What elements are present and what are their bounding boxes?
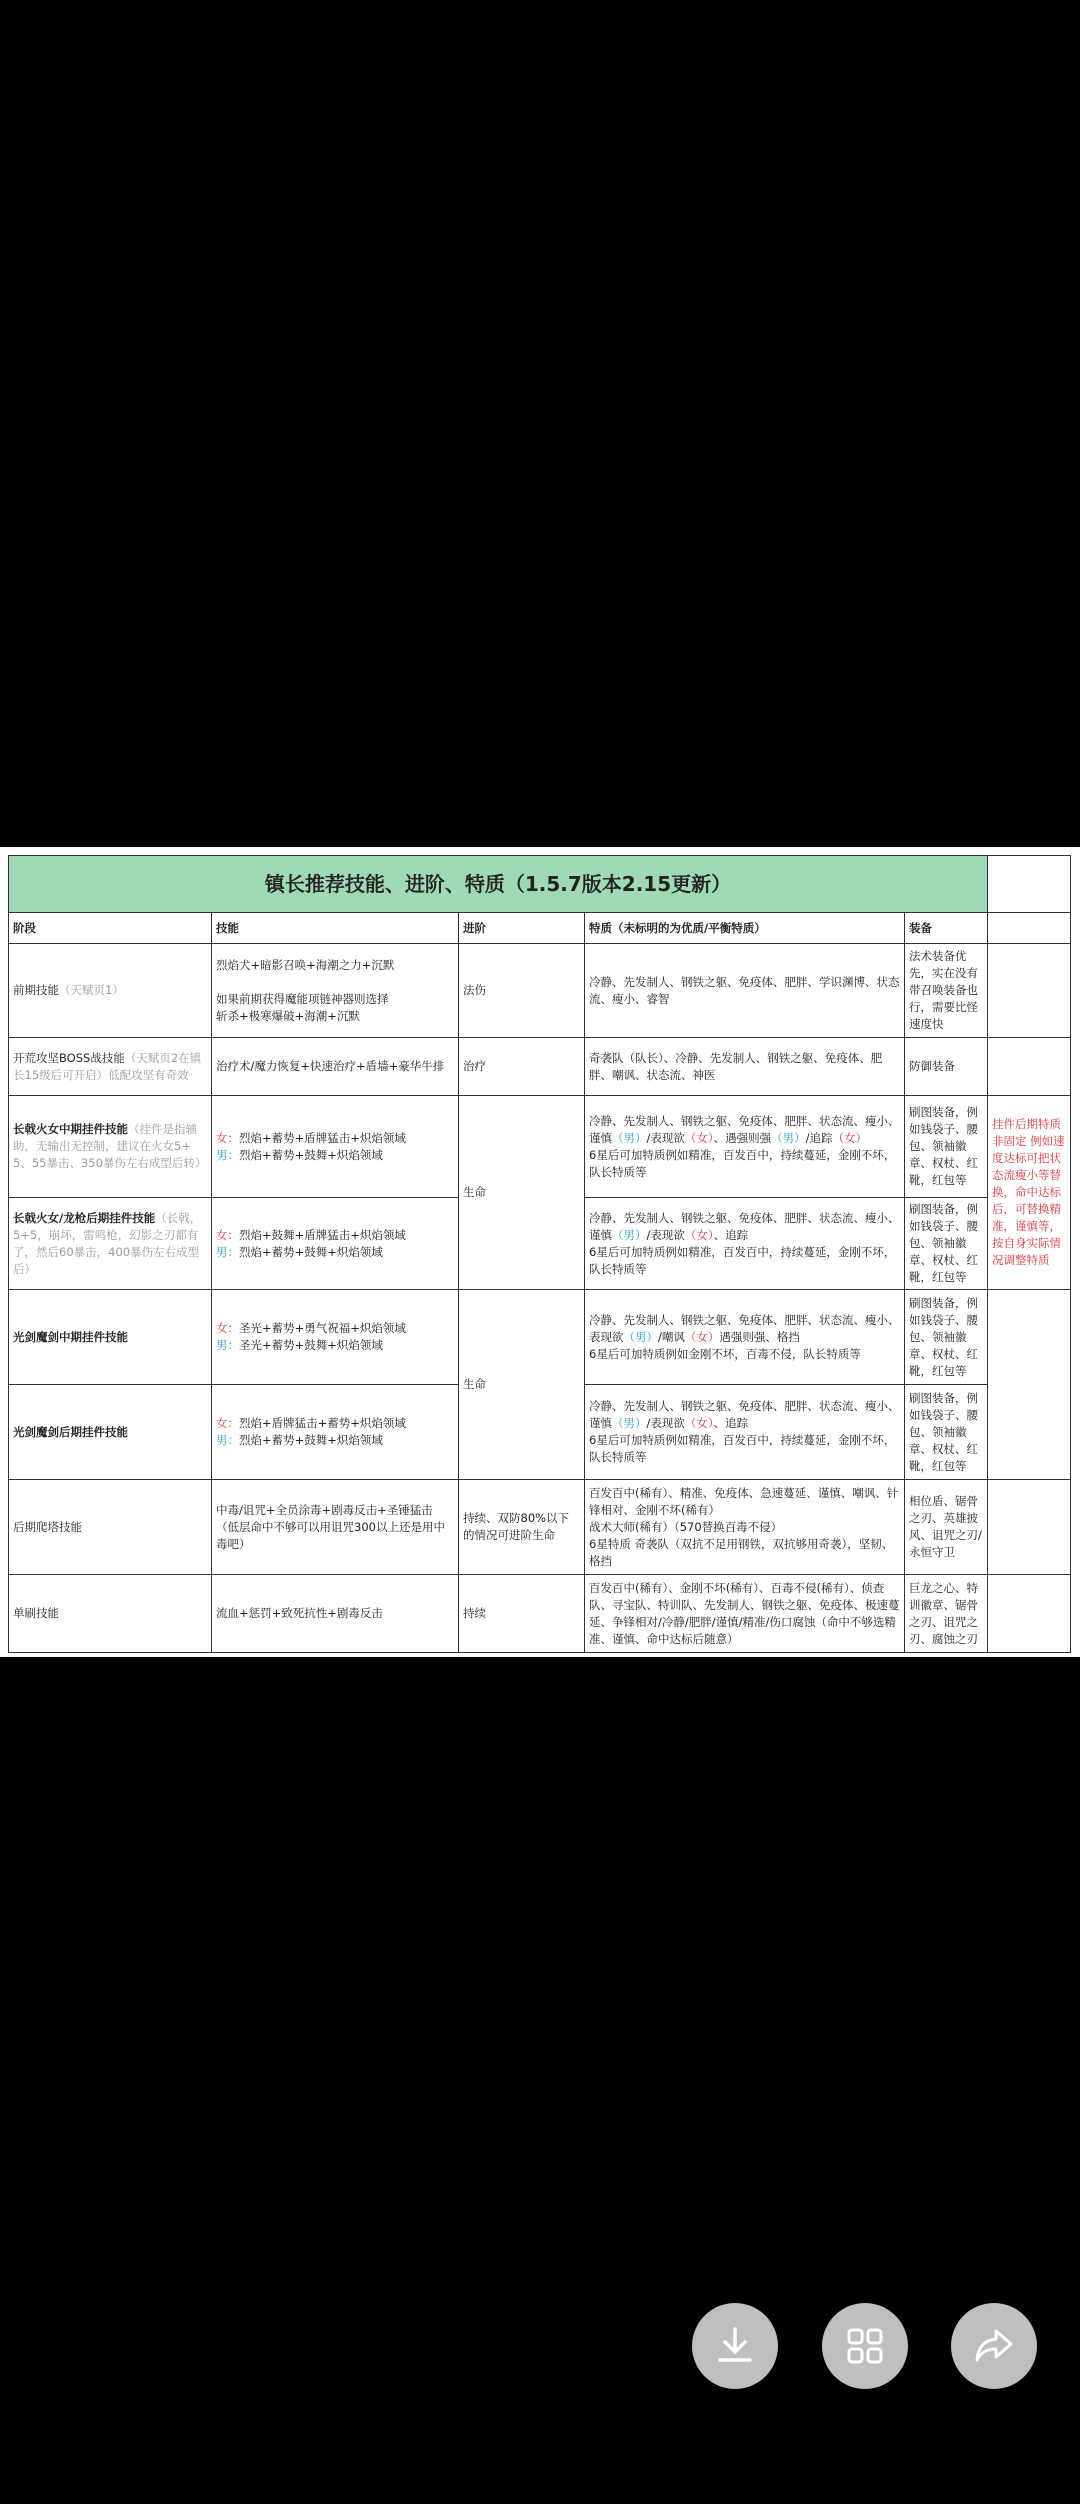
trait-cell: 冷静、先发制人、钢铁之躯、免疫体、肥胖、学识渊博、状态流、瘦小、睿智 — [585, 944, 905, 1038]
advance-cell: 法伤 — [459, 944, 585, 1038]
equip-cell: 相位盾、锯骨之刃、英雄披风、诅咒之刃/永恒守卫 — [905, 1480, 988, 1575]
advance-cell: 生命 — [459, 1290, 585, 1480]
empty-cell — [988, 1480, 1071, 1575]
skill-cell: 女：烈焰+蓄势+盾牌猛击+炽焰领域 男：烈焰+蓄势+鼓舞+炽焰领域 — [212, 1096, 459, 1198]
header-trait: 特质（未标明的为优质/平衡特质） — [585, 913, 905, 944]
header-row — [9, 913, 1071, 944]
advance-cell: 治疗 — [459, 1038, 585, 1096]
skill-cell: 女：烈焰+盾牌猛击+蓄势+炽焰领域 男：烈焰+蓄势+鼓舞+炽焰领域 — [212, 1385, 459, 1480]
empty-cell — [988, 913, 1071, 944]
table-row — [9, 1290, 1071, 1385]
stage-cell: 前期技能（天赋页1） — [9, 944, 212, 1038]
table-row — [9, 1096, 1071, 1198]
advance-cell: 生命 — [459, 1096, 585, 1290]
skill-cell: 女：烈焰+鼓舞+盾牌猛击+炽焰领域 男：烈焰+蓄势+鼓舞+炽焰领域 — [212, 1198, 459, 1290]
stage-cell: 长戟火女中期挂件技能（挂件是指辅助，无输出无控制，建议在火女5+5、55暴击、350暴伤左右成型后转） — [9, 1096, 212, 1198]
spreadsheet-image — [0, 847, 1080, 1657]
share-button[interactable] — [951, 2303, 1037, 2389]
table-row — [9, 1575, 1071, 1653]
empty-cell — [988, 856, 1071, 913]
stage-cell: 长戟火女/龙枪后期挂件技能（长戟，5+5，崩坏，雷鸣枪，幻影之刃都有了，然后60暴击，400暴伤左右成型后） — [9, 1198, 212, 1290]
download-icon — [715, 2326, 755, 2366]
trait-cell: 百发百中(稀有）、金刚不坏(稀有）、百毒不侵(稀有）、侦查队、寻宝队、特训队、先发制人、钢铁之躯、免疫体、极速蔓延、争锋相对/冷静/肥胖/谨慎/精准/伤口腐蚀（命中不够选精准、谨慎、命中达标后随意） — [585, 1575, 905, 1653]
stage-cell: 单刷技能 — [9, 1575, 212, 1653]
stage-cell: 后期爬塔技能 — [9, 1480, 212, 1575]
trait-cell: 冷静、先发制人、钢铁之躯、免疫体、肥胖、状态流、瘦小、谨慎（男）/表现欲（女）、遇强则强（男）/追踪（女） 6星后可加特质例如精准，百发百中，持续蔓延，金刚不坏，队长特质等 — [585, 1096, 905, 1198]
table-row — [9, 1038, 1071, 1096]
skill-cell: 治疗术/魔力恢复+快速治疗+盾墙+豪华牛排 — [212, 1038, 459, 1096]
empty-cell — [988, 944, 1071, 1038]
equip-cell: 刷图装备，例如钱袋子、腰包、领袖徽章、权杖、红靴，红包等 — [905, 1385, 988, 1480]
table-row — [9, 944, 1071, 1038]
equip-cell: 法术装备优先，实在没有带召唤装备也行，需要比怪速度快 — [905, 944, 988, 1038]
empty-cell — [988, 1575, 1071, 1653]
trait-cell: 冷静、先发制人、钢铁之躯、免疫体、肥胖、状态流、瘦小、谨慎（男）/表现欲（女）、追踪 6星后可加特质例如精准，百发百中，持续蔓延，金刚不坏，队长特质等 — [585, 1198, 905, 1290]
trait-cell: 冷静、先发制人、钢铁之躯、免疫体、肥胖、状态流、瘦小、谨慎（男）/表现欲（女）、追踪 6星后可加特质例如精准，百发百中，持续蔓延，金刚不坏，队长特质等 — [585, 1385, 905, 1480]
header-equip: 装备 — [905, 913, 988, 944]
table-row — [9, 1480, 1071, 1575]
header-advance: 进阶 — [459, 913, 585, 944]
stage-cell: 光剑魔剑中期挂件技能 — [9, 1290, 212, 1385]
skill-cell: 中毒/诅咒+全员涂毒+剧毒反击+圣锤猛击（低层命中不够可以用诅咒300以上还是用中毒吧） — [212, 1480, 459, 1575]
header-skill: 技能 — [212, 913, 459, 944]
header-stage: 阶段 — [9, 913, 212, 944]
stage-cell: 光剑魔剑后期挂件技能 — [9, 1385, 212, 1480]
equip-cell: 刷图装备，例如钱袋子、腰包、领袖徽章、权杖、红靴，红包等 — [905, 1198, 988, 1290]
advance-cell: 持续 — [459, 1575, 585, 1653]
equip-cell: 刷图装备，例如钱袋子、腰包、领袖徽章、权杖、红靴，红包等 — [905, 1096, 988, 1198]
stage-cell: 开荒攻坚BOSS战技能（天赋页2在镇长15级后可开启）低配攻坚有奇效 — [9, 1038, 212, 1096]
trait-cell: 百发百中(稀有）、精准、免疫体、急速蔓延、谨慎、嘲讽、针锋相对、金刚不坏(稀有） 战术大师(稀有）（570替换百毒不侵） 6星特质 奇袭队（双抗不足用钢铁，双抗够用奇袭），坚韧、格挡 — [585, 1480, 905, 1575]
table-title: 镇长推荐技能、进阶、特质（1.5.7版本2.15更新） — [9, 856, 988, 913]
trait-cell: 冷静、先发制人、钢铁之躯、免疫体、肥胖、状态流、瘦小、表现欲（男）/嘲讽（女）遇强则强、格挡 6星后可加特质例如金刚不坏，百毒不侵，队长特质等 — [585, 1290, 905, 1385]
download-button[interactable] — [692, 2303, 778, 2389]
share-icon — [974, 2326, 1014, 2366]
equip-cell: 防御装备 — [905, 1038, 988, 1096]
skill-cell: 女：圣光+蓄势+勇气祝福+炽焰领域 男：圣光+蓄势+鼓舞+炽焰领域 — [212, 1290, 459, 1385]
equip-cell: 刷图装备，例如钱袋子、腰包、领袖徽章、权杖、红靴，红包等 — [905, 1290, 988, 1385]
grid-icon — [845, 2326, 885, 2366]
note-cell: 挂件后期特质非固定 例如速度达标可把状态流瘦小等替换，命中达标后，可替换精准，谨慎等，按自身实际情况调整特质 — [988, 1096, 1071, 1290]
empty-cell — [988, 1038, 1071, 1096]
advance-cell: 持续、双防80%以下的情况可进阶生命 — [459, 1480, 585, 1575]
skills-table — [8, 855, 1071, 1653]
skill-cell: 烈焰犬+暗影召唤+海潮之力+沉默 如果前期获得魔能项链神器则选择 斩杀+极寒爆破+海潮+沉默 — [212, 944, 459, 1038]
empty-cell — [988, 1290, 1071, 1480]
more-apps-button[interactable] — [822, 2303, 908, 2389]
equip-cell: 巨龙之心、特训徽章、锯骨之刃、诅咒之刃、腐蚀之刃 — [905, 1575, 988, 1653]
trait-cell: 奇袭队（队长）、冷静、先发制人、钢铁之躯、免疫体、肥胖、嘲讽、状态流、神医 — [585, 1038, 905, 1096]
skill-cell: 流血+惩罚+致死抗性+剧毒反击 — [212, 1575, 459, 1653]
